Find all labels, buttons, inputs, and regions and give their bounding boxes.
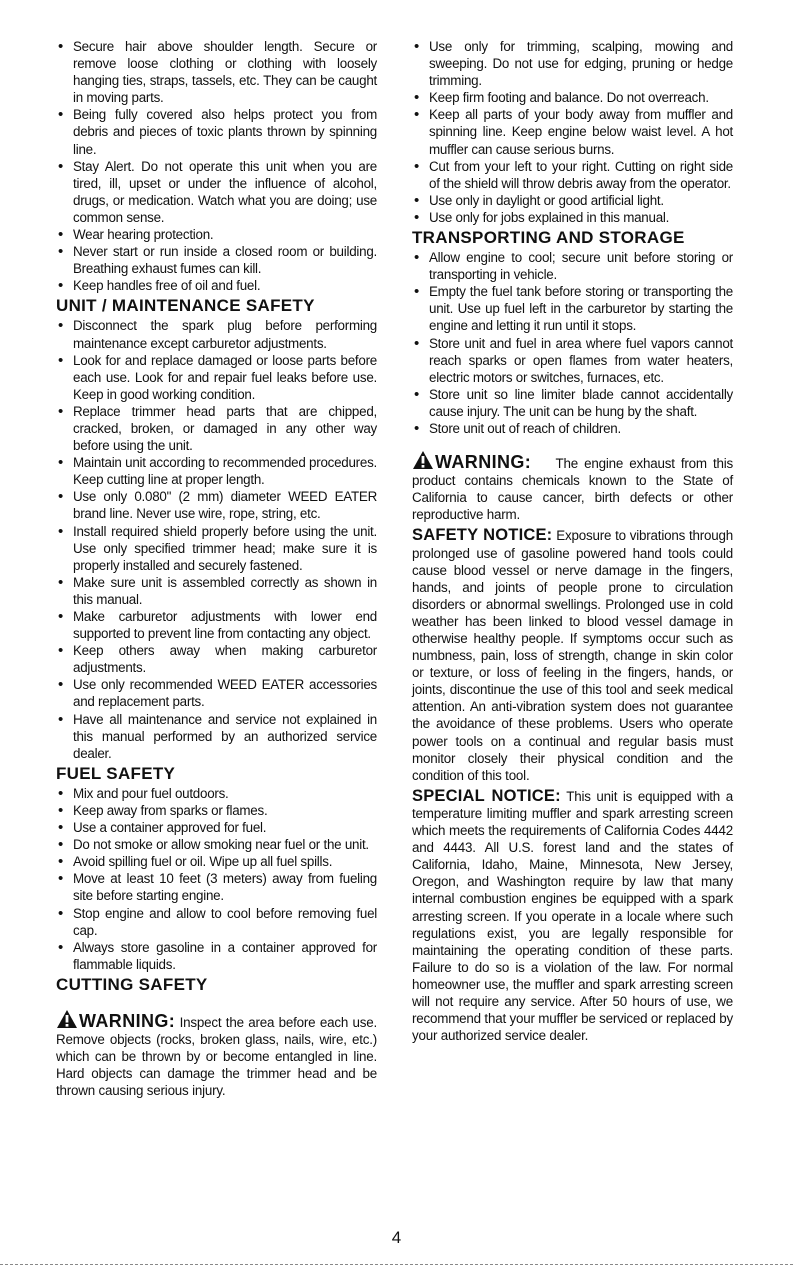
list-item: • Make carburetor adjustments with lower end supported to prevent line from contacting any object. [56,608,377,642]
fuel-safety-bullet-list [56,785,377,973]
list-item: • Store unit out of reach of children. [412,420,733,437]
list-item: • Make sure unit is assembled correctly as shown in this manual. [56,574,377,608]
fuel-safety-heading: FUEL SAFETY [56,763,176,783]
list-item: • Never start or run inside a closed room or building. Breathing exhaust fumes can kill. [56,243,377,277]
list-item: • Stop engine and allow to cool before removing fuel cap. [56,905,377,939]
list-item: • Store unit so line limiter blade cannot accidentally cause injury. The unit can be hung by the shaft. [412,386,733,420]
unit-maintenance-heading: UNIT / MAINTENANCE SAFETY [56,296,315,316]
transporting-storage-heading: TRANSPORTING AND STORAGE [412,228,685,248]
cutting-safety-bullet-list [412,38,733,226]
list-item: • Install required shield properly before using the unit. Use only specified trimmer head; make sure it is properly installed and securely fastened. [56,523,377,574]
left-column [56,38,377,1099]
right-column [412,38,733,1044]
special-notice-text: This unit is equipped with a temperature limiting muffler and spark arresting screen which meets the requirements of California Codes 4442 and 4443. All U.S. forest land and the states of California, Idaho, Maine, Minnesota, New Jersey, Oregon, and Washington require by law that many internal combustion engines be equipped with a spark arresting screen. If you operate in a locale where such regulations exist, you are legally responsible for maintaining the operating condition of these parts. Failure to do so is a violation of the law. For normal homeowner use, the muffler and spark arresting screen will not require any service. After 50 hours of use, we recommend that your muffler be serviced or replaced by your authorized service dealer. [412,788,733,1044]
list-item: • Always store gasoline in a container approved for flammable liquids. [56,939,377,973]
list-item: • Stay Alert. Do not operate this unit when you are tired, ill, upset or under the influence of alcohol, drugs, or medication. Watch what you are doing; use common sense. [56,158,377,226]
list-item: • Keep away from sparks or flames. [56,802,377,819]
special-notice [412,788,733,1044]
list-item: • Keep firm footing and balance. Do not overreach. [412,89,733,106]
list-item: • Move at least 10 feet (3 meters) away from fueling site before starting engine. [56,870,377,904]
list-item: • Being fully covered also helps protect you from debris and pieces of toxic plants thrown by spinning line. [56,106,377,157]
exhaust-warning [412,450,733,523]
list-item: • Replace trimmer head parts that are chipped, cracked, broken, or damaged in any other way before using the unit. [56,403,377,454]
safety-notice-text: Exposure to vibrations through prolonged use of gasoline powered hand tools could cause blood vessel or nerve damage in the fingers, hands, and joints of people prone to circulation disorders or abnormal swellings. Prolonged use in cold weather has been linked to blood vessel damage in otherwise healthy people. If symptoms occur such as numbness, pain, loss of strength, change in skin color or texture, or loss of feeling in the fingers, hands, or joints, discontinue the use of this tool and seek medical attention. An anti-vibration system does not guarantee the avoidance of these problems. Users who operate power tools on a continual and regular basis must monitor closely their physical condition and the condition of this tool. [412,528,733,783]
cutting-warning-text: Inspect the area before each use. Remove objects (rocks, broken glass, nails, wire, etc.) which can be thrown by or become entangled in line. Hard objects can damage the trimmer head and be thrown causing serious injury. [56,1014,377,1099]
exhaust-warning-text: The engine exhaust from this product contains chemicals known to the State of California to cause cancer, birth defects or other reproductive harm. [412,456,733,523]
list-item: • Use only in daylight or good artificial light. [412,192,733,209]
warning-triangle-icon [412,450,434,470]
transporting-storage-bullet-list [412,249,733,437]
exhaust-warning-label: WARNING: [435,452,532,473]
list-item: • Allow engine to cool; secure unit before storing or transporting in vehicle. [412,249,733,283]
list-item: • Use only recommended WEED EATER accessories and replacement parts. [56,676,377,710]
list-item: • Mix and pour fuel outdoors. [56,785,377,802]
safety-notice [412,527,733,783]
list-item: • Cut from your left to your right. Cutting on right side of the shield will throw debris away from the operator. [412,158,733,192]
safety-notice-label: SAFETY NOTICE: [412,526,553,545]
list-item: • Use only for trimming, scalping, mowing and sweeping. Do not use for edging, pruning or hedge trimming. [412,38,733,89]
unit-maintenance-bullet-list [56,317,377,761]
list-item: • Keep handles free of oil and fuel. [56,277,377,294]
list-item: • Have all maintenance and service not explained in this manual performed by an authorized service dealer. [56,711,377,762]
list-item: • Use a container approved for fuel. [56,819,377,836]
list-item: • Keep others away when making carburetor adjustments. [56,642,377,676]
special-notice-label: SPECIAL NOTICE: [412,786,561,805]
list-item: • Maintain unit according to recommended procedures. Keep cutting line at proper length. [56,454,377,488]
list-item: • Store unit and fuel in area where fuel vapors cannot reach sparks or open flames from water heaters, electric motors or switches, furnaces, etc. [412,335,733,386]
list-item: • Use only for jobs explained in this manual. [412,209,733,226]
list-item: • Empty the fuel tank before storing or transporting the unit. Use up fuel left in the carburetor by starting the engine and letting it run until it stops. [412,283,733,334]
cutting-warning-label: WARNING: [79,1010,176,1031]
intro-bullet-list [56,38,377,294]
cutting-warning [56,1009,377,1099]
list-item: • Do not smoke or allow smoking near fuel or the unit. [56,836,377,853]
warning-triangle-icon [56,1009,78,1029]
list-item: • Keep all parts of your body away from muffler and spinning line. Keep engine below waist level. A hot muffler can cause serious burns. [412,106,733,157]
list-item: • Use only 0.080" (2 mm) diameter WEED EATER brand line. Never use wire, rope, string, etc. [56,488,377,522]
list-item: • Look for and replace damaged or loose parts before each use. Look for and repair fuel leaks before use. Keep in good working condition. [56,352,377,403]
page-number: 4 [391,1228,402,1247]
list-item: • Avoid spilling fuel or oil. Wipe up all fuel spills. [56,853,377,870]
list-item: • Secure hair above shoulder length. Secure or remove loose clothing or clothing with loosely hanging ties, straps, tassels, etc. They can be caught in moving parts. [56,38,377,106]
cutting-safety-heading: CUTTING SAFETY [56,974,208,994]
list-item: • Wear hearing protection. [56,226,377,243]
list-item: • Disconnect the spark plug before performing maintenance except carburetor adjustments. [56,317,377,351]
footer-divider [0,1264,793,1265]
